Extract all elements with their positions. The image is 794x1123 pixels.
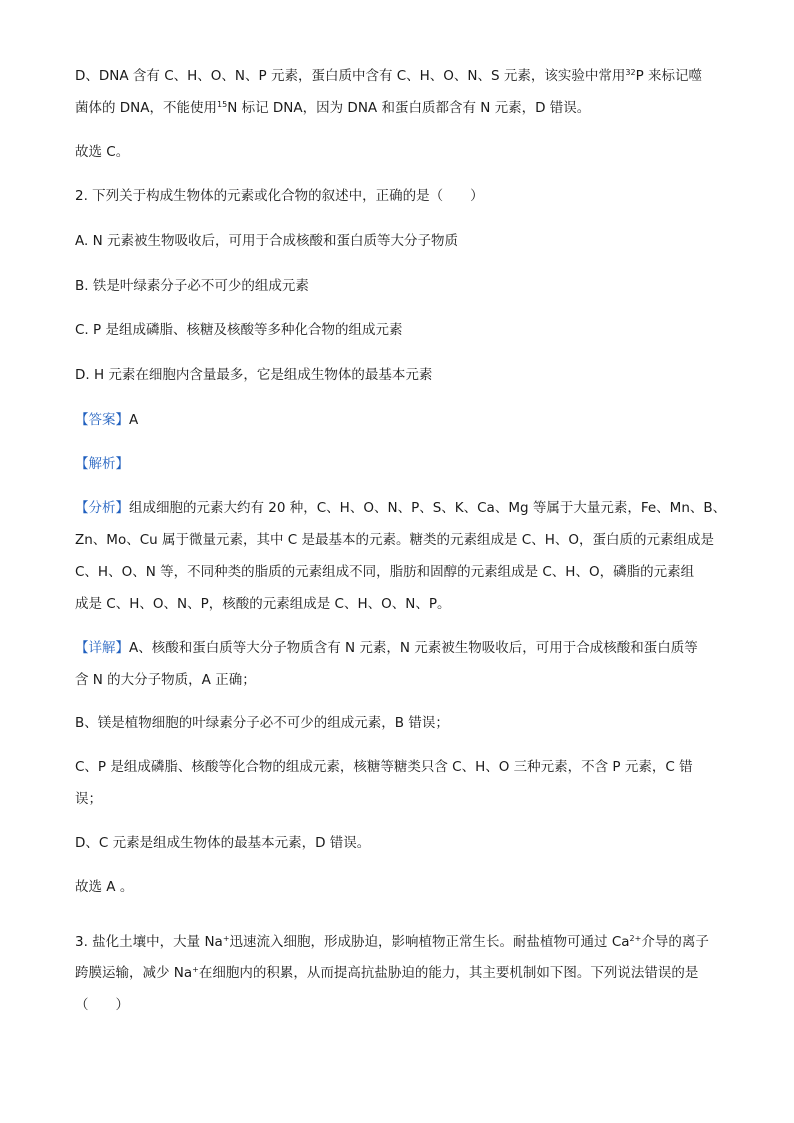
q2-option-a: A. N 元素被生物吸收后，可用于合成核酸和蛋白质等大分子物质 — [75, 233, 458, 249]
q2-stem: 2. 下列关于构成生物体的元素或化合物的叙述中，正确的是（ ） — [75, 188, 484, 204]
q2-analysis-line3: C、H、O、N 等，不同种类的脂质的元素组成不同，脂肪和固醇的元素组成是 C、H、O，磷脂的元素组 — [75, 564, 695, 580]
q2-conclusion: 故选 A 。 — [75, 879, 134, 895]
q2-analysis-line2: Zn、Mo、Cu 属于微量元素，其中 C 是最基本的元素。糖类的元素组成是 C、H、O，蛋白质的元素组成是 — [75, 532, 714, 548]
q3-stem-line2: 跨膜运输，减少 Na+在细胞内的积累，从而提高抗盐胁迫的能力，其主要机制如下图。下列说法错误的是 — [75, 965, 699, 981]
q1-conclusion: 故选 C。 — [75, 144, 130, 160]
q3-stem-line3: （ ） — [75, 997, 129, 1013]
q1-option-d-line2: 菌体的 DNA，不能使用$^{15}$N 标记 DNA，因为 DNA 和蛋白质都含有 N 元素，D 错误。 — [75, 100, 591, 116]
q2-analysis-line1: 【分析】组成细胞的元素大约有 20 种，C、H、O、N、P、S、K、Ca、Mg 等属于大量元素，Fe、Mn、B、 — [75, 500, 727, 516]
q2-analysis-line4: 成是 C、H、O、N、P，核酸的元素组成是 C、H、O、N、P。 — [75, 596, 451, 612]
q2-detail-c-line2: 误； — [75, 791, 102, 807]
q2-detail-a-line1: 【详解】A、核酸和蛋白质等大分子物质含有 N 元素，N 元素被生物吸收后，可用于合成核酸和蛋白质等 — [75, 640, 698, 656]
q1-option-d-line1: D、DNA 含有 C、H、O、N、P 元素，蛋白质中含有 C、H、O、N、S 元素，该实验中常用$^{32}$P 来标记噬 — [75, 68, 703, 84]
q2-analysis-heading: 【解析】 — [75, 456, 129, 472]
answer-value: A — [129, 412, 139, 428]
q3-stem-line1: 3. 盐化土壤中，大量 Na+迅速流入细胞，形成胁迫，影响植物正常生长。耐盐植物可通过 $Ca^{2+}$介导的离子 — [75, 934, 709, 950]
answer-tag: 【答案】 — [75, 412, 129, 428]
q2-option-b: B. 铁是叶绿素分子必不可少的组成元素 — [75, 278, 309, 294]
q2-option-d: D. H 元素在细胞内含量最多，它是组成生物体的最基本元素 — [75, 367, 433, 383]
q2-detail-c-line1: C、P 是组成磷脂、核酸等化合物的组成元素，核糖等糖类只含 C、H、O 三种元素，不含 P 元素，C 错 — [75, 759, 693, 775]
q2-option-c: C. P 是组成磷脂、核糖及核酸等多种化合物的组成元素 — [75, 322, 403, 338]
q2-answer — [75, 410, 725, 430]
q2-detail-a-line2: 含 N 的大分子物质，A 正确； — [75, 672, 256, 688]
q2-detail-b: B、镁是植物细胞的叶绿素分子必不可少的组成元素，B 错误； — [75, 715, 449, 731]
q2-detail-d: D、C 元素是组成生物体的最基本元素，D 错误。 — [75, 835, 371, 851]
